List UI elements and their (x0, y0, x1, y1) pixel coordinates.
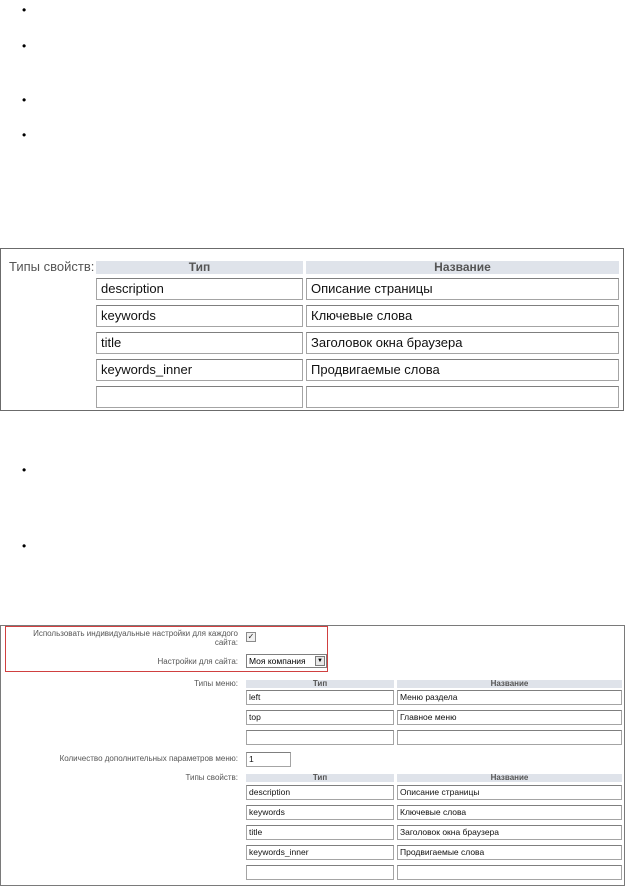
site-settings-screenshot (0, 625, 625, 886)
menu-name-column-header: Название (397, 680, 622, 688)
type-input[interactable]: keywords (96, 305, 303, 327)
individual-settings-checkbox[interactable]: ✓ (247, 632, 255, 641)
name-column-header: Название (306, 261, 619, 274)
individual-settings-label-cont: сайта: (214, 638, 238, 647)
prop-name-input[interactable]: Описание страницы (397, 785, 622, 800)
prop-name-input[interactable]: Продвигаемые слова (397, 845, 622, 860)
site-settings-label: Настройки для сайта: (157, 657, 238, 666)
prop-name-column-header: Название (397, 774, 622, 782)
menu-type-input[interactable] (246, 730, 394, 745)
prop-type-input[interactable]: description (246, 785, 394, 800)
extra-params-label: Количество дополнительных параметров меню: (59, 754, 238, 763)
menu-type-input[interactable]: left (246, 690, 394, 705)
name-input[interactable]: Заголовок окна браузера (306, 332, 619, 354)
site-select-value: Моя компания (249, 656, 306, 666)
bullet: • (22, 93, 27, 107)
name-input[interactable]: Ключевые слова (306, 305, 619, 327)
prop-type-input[interactable]: keywords (246, 805, 394, 820)
name-input[interactable]: Продвигаемые слова (306, 359, 619, 381)
site-select[interactable] (246, 654, 327, 668)
prop-type-input[interactable]: title (246, 825, 394, 840)
menu-name-input[interactable]: Главное меню (397, 710, 622, 725)
menu-type-column-header: Тип (246, 680, 394, 688)
bullet: • (22, 463, 27, 477)
property-types-label: Типы свойств: (9, 259, 95, 274)
extra-params-input[interactable]: 1 (246, 752, 291, 767)
bullet: • (22, 3, 27, 17)
menu-name-input[interactable]: Меню раздела (397, 690, 622, 705)
type-input[interactable]: keywords_inner (96, 359, 303, 381)
prop-type-column-header: Тип (246, 774, 394, 782)
prop-type-input[interactable] (246, 865, 394, 880)
type-input[interactable]: description (96, 278, 303, 300)
name-input[interactable]: Описание страницы (306, 278, 619, 300)
type-input[interactable] (96, 386, 303, 408)
prop-type-input[interactable]: keywords_inner (246, 845, 394, 860)
prop-name-input[interactable]: Заголовок окна браузера (397, 825, 622, 840)
individual-settings-label: Использовать индивидуальные настройки для каждого (33, 629, 238, 638)
chevron-down-icon[interactable]: ▼ (315, 656, 325, 666)
prop-name-input[interactable] (397, 865, 622, 880)
property-types-label: Типы свойств: (185, 773, 238, 782)
bullet: • (22, 539, 27, 553)
menu-name-input[interactable] (397, 730, 622, 745)
prop-name-input[interactable]: Ключевые слова (397, 805, 622, 820)
bullet: • (22, 39, 27, 53)
property-types-screenshot (0, 248, 624, 411)
type-column-header: Тип (96, 261, 303, 274)
menu-type-input[interactable]: top (246, 710, 394, 725)
menu-types-label: Типы меню: (194, 679, 238, 688)
name-input[interactable] (306, 386, 619, 408)
bullet: • (22, 128, 27, 142)
type-input[interactable]: title (96, 332, 303, 354)
